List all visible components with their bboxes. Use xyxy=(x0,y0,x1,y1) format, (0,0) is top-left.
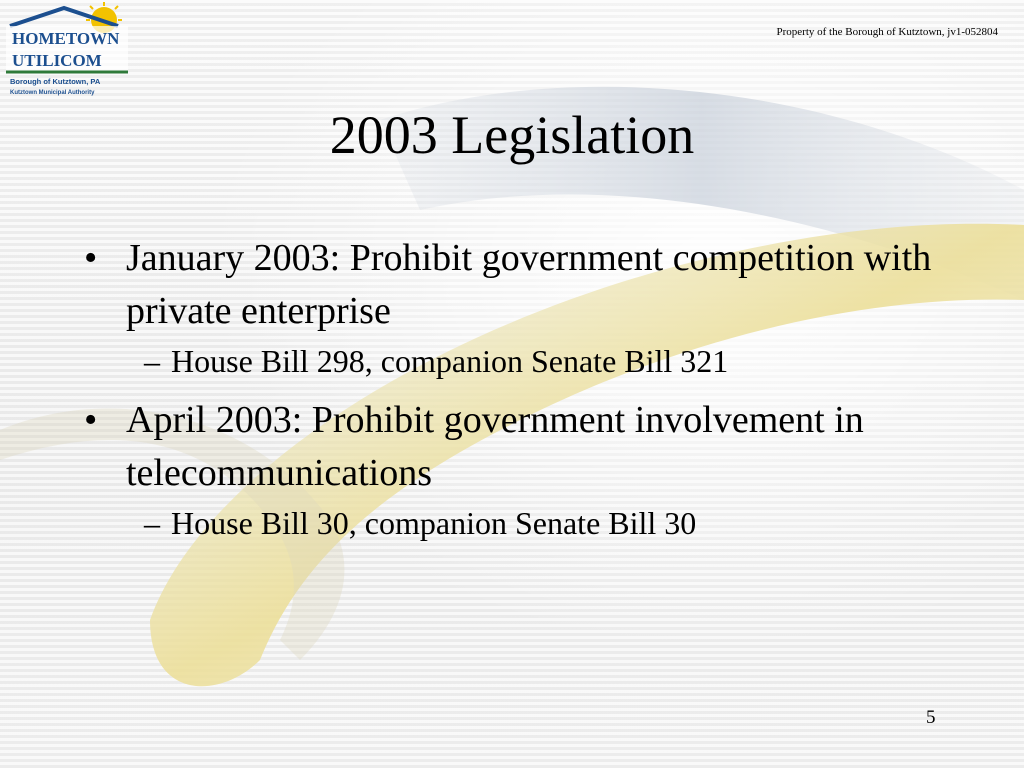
slide-title: 2003 Legislation xyxy=(329,105,695,165)
svg-text:HOMETOWN: HOMETOWN xyxy=(12,29,120,48)
svg-text:Borough of Kutztown, PA: Borough of Kutztown, PA xyxy=(10,77,101,86)
bullet-item xyxy=(84,232,984,338)
page-number: 5 xyxy=(926,707,936,728)
dash-icon: – xyxy=(144,505,160,541)
bullet-dot-icon: • xyxy=(84,237,98,279)
sub-bullet-item xyxy=(84,501,984,545)
sub-bullet-text: House Bill 298, companion Senate Bill 321 xyxy=(171,343,729,379)
sub-bullet-text: House Bill 30, companion Senate Bill 30 xyxy=(171,505,697,541)
bullet-list xyxy=(84,232,984,556)
sub-bullet-item xyxy=(84,339,984,383)
hometown-utilicom-logo xyxy=(2,2,136,98)
dash-icon: – xyxy=(144,343,160,379)
bullet-text: April 2003: Prohibit government involvement in telecommunications xyxy=(126,399,864,494)
copyright-notice: Property of the Borough of Kutztown, jv1-052804 xyxy=(776,26,998,38)
bullet-dot-icon: • xyxy=(84,399,98,441)
bullet-item xyxy=(84,394,984,500)
svg-text:UTILICOM: UTILICOM xyxy=(12,51,102,70)
svg-text:Kutztown Municipal Authority: Kutztown Municipal Authority xyxy=(10,90,95,96)
bullet-text: January 2003: Prohibit government competition with private enterprise xyxy=(126,237,932,332)
